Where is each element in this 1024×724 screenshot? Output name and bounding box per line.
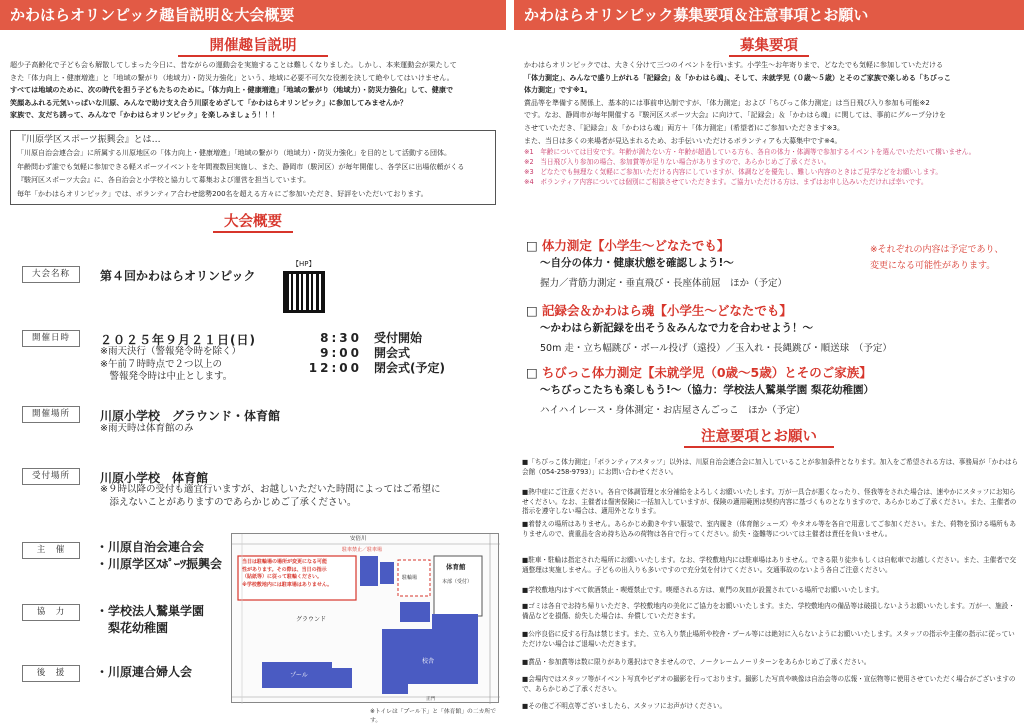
event-1-sub: ～自分の体力・健康状態を確認しよう!～ [540,257,734,269]
side-note [870,242,1004,274]
event-3-sub: ～ちびっこたちも楽しもう!～（協力：学校法人鷲巣学園 梨花幼稚園） [540,384,874,396]
caution-title: 注意要項とお願い [684,428,834,448]
date-notes [100,346,241,384]
recruit-line: 体力測定」です※1。 [524,86,592,95]
recruit-line: 賞品等を準備する関係上、基本的には事前申込制ですが、「体力測定」および「ちびっこ体力測定」は当日飛び入り参加も可能※2 [524,98,930,107]
map-gym-label: 体育館 [446,563,466,571]
purpose-line: 超少子高齢化で子ども会も解散してしまった今日に、昔ながらの運動会を実施することは難しくなりました。しかし、本来運動会が果たして [10,60,457,69]
left-banner: かわはらオリンピック趣旨説明＆大会概要 [0,0,506,30]
event-name: 第４回かわはらオリンピック [100,269,256,283]
date-note: 警報発令時は中止とします。 [100,371,233,382]
host: ・川原学区ｽﾎﾟｰﾂ振興会 [96,557,223,571]
event-2-detail: 50m 走・立ち幅跳び・ボール投げ（遠投）／玉入れ・長縄跳び・順送球 （予定） [540,343,892,354]
caution-item: ■着替えの場所はありません。あらかじめ動きやすい服装で、室内履き（体育館シューズ）やタオル等を各自で用意してご参加ください。また、荷物を預ける場所もありませんので、貴重品を含め持ち込みの荷物は各自で行ってください。紛失・盗難等については主催者は責任を負いません。 [522,520,1016,538]
recruit-line: また、当日は多くの来場者が見込まれるため、お手伝いいただけるボランティアも大募集中です※4。 [524,136,842,145]
footnote: ※1 年齢については目安です。年齢が満たない方・年齢が超過している方も、各自の体力・体調等で参加するイベントを選んでいただいて構いません。 [524,148,976,157]
venue-map [231,533,499,703]
map-parking-title: 駐車禁止／駐車場 [342,547,383,553]
map-building [332,668,352,688]
schedule-row: 12:00 閉会式(予定) [308,361,445,375]
right-panel [514,0,1024,719]
association-line: 「川原自治会連合会」に所属する川原地区の「体力向上・健康増進」「地域の繋がり（地域力）・防災力強化」を目的として活動する団体。 [17,149,451,157]
map-building [360,556,378,586]
schedule-row: 8:30 受付開始 [320,331,423,345]
map-gate-label: 正門 [426,697,435,702]
caution-item: ■駐車・駐輪は指定された場所にお願いいたします。なお、学校敷地内には駐車場はありません。できる限り徒歩もしくは自転車でお越しください。また、主催者で交通整理は実施しません。子どもの出入りも多いですので充分気を付けてください。交通事故のないよう各自ご注意ください。 [522,556,1017,574]
association-box [10,130,496,206]
host: ・川原自治会連合会 [96,540,205,554]
reception-label: 受付場所 [22,468,80,485]
venue-note: ※雨天時は体育館のみ [100,423,194,434]
coops [96,603,204,637]
map-school-building [382,614,478,694]
coop: ・学校法人鷲巣学園 [96,604,205,618]
sponsor: ・川原連合婦人会 [96,665,193,679]
recruit-line: かわはらオリンピックでは、大きく分けて三つのイベントを行います。小学生～お年寄りまで、どなたでも気軽に参加していただける [524,61,944,69]
recruit-line: させていただき、「記録会」＆「かわはら魂」両方＋「体力測定」(希望者)にご参加いただきます※3。 [524,123,844,132]
event-label: 大会名称 [22,266,80,283]
caution-item: ■会場内ではスタッフ等がイベント写真やビデオの撮影を行っております。撮影した写真や映像は自治会等の広報・宣伝物等に使用させていただく場合がございますので、あらかじめご了承ください。 [522,675,1016,693]
map-note-line: （貼紙等）に従って駐輪ください。 [242,574,323,580]
map-building [400,602,430,622]
venue-label: 開催場所 [22,406,80,423]
caution-item: ■その他ご不明点等ございましたら、スタッフにお声がけください。 [522,702,727,710]
hosts [96,539,222,573]
venue: 川原小学校 グラウンド・体育館 [100,409,281,423]
caution-item: ■公序良俗に反する行為は禁じます。また、立ち入り禁止場所や校舎・プール等には絶対に入らないようにお願いいたします。スタッフの指示や主催の指示に従っていただけない場合はご退場いただきます。 [522,630,1015,648]
right-banner: かわはらオリンピック募集要項＆注意事項とお願い [514,0,1024,30]
association-line: 年齢問わず誰でも気軽に参加できる軽スポーツイベントを年間複数回実施し、また、静岡市（駿河区）が毎年開催し、各学区に出場依頼がくる [17,162,465,171]
caution-item: ■賞品・参加賞等は数に限りがあり選択はできませんので、ノークレームノーリターンをあらかじめご了承ください。 [522,658,871,666]
purpose-line: きた「体力向上・健康増進」と「地域の繋がり（地域力）・防災力強化」という、地域に必要不可欠な役割を決して絶やしてはいけません。 [10,72,454,82]
caution-item: ■ゴミは各自でお持ち帰りいただき、学校敷地内の美化にご協力をお願いいたします。また、学校敷地内の備品等は破損しないようお願いいたします。万が一、施設・備品などを損傷、紛失した場合は、弁償していただきます。 [522,602,1015,620]
date-label: 開催日時 [22,330,80,347]
map-pool-label: プール [290,672,308,679]
footnote: ※4 ボランティア内容については個別にご相談させていただきます。ご協力いただける方は、まずはお申し込みいただければ幸いです。 [524,178,928,187]
side-note-line: ※それぞれの内容は予定であり、 [870,245,1004,255]
sponsor-label: 後 援 [22,665,80,682]
caution-item: ■学校敷地内はすべて飲酒禁止・喫煙禁止です。喫煙される方は、東門の灰皿が設置されている場所でお願いいたします。 [522,586,884,594]
event-3-detail: ハイハイレース・身体測定・お店屋さんごっこ ほか（予定） [540,405,806,416]
date-note: ※雨天決行（警報発令時を除く） [100,346,241,357]
reception: 川原小学校 体育館 [100,471,209,485]
event-2-head: □ 記録会＆かわはら魂【小学生～どなたでも】 [526,303,792,318]
caution-item: ■熱中症にご注意ください。各自で体調管理と水分補給をよろしくお願いいたします。万が一具合が悪くなったり、怪我等をされた場合は、速やかにスタッフにお知らせください。なお、主催者は傷害保険に一括加入していますが、保険の適用範囲は契約内容に基づくものとなりますので、あらかじめご了承ください。また、主催者の指示を遵守しない場合は、適用外となります。 [522,488,1017,515]
footnote: ※3 どなたでも無理なく気軽にご参加いただける内容にしていますが、体調などを優先し、難しい内容のときはご見学などをお願いします。 [524,168,943,177]
map-note-line: 当日は駐輪場の場所が変更になる可能 [242,559,328,565]
schedule [300,331,445,376]
hp-label: 【HP】 [292,260,316,268]
map-footnote: ※トイレは「プール下」と「体育館」の二カ所です。 [370,709,497,724]
coop: 梨花幼稚園 [96,621,169,635]
schedule-row: 9:00 開会式 [320,346,411,360]
recruit-line: です。なお、静岡市が毎年開催する『駿河区スポーツ大会』に向けて、「記録会」＆「かわはら魂」に関しては、事前にグループ分けを [524,111,946,120]
qr-code[interactable] [283,271,325,313]
map-gym-sub: 本部（受付） [442,579,473,585]
map-building [380,562,394,584]
association-line: 毎年「かわはらオリンピック」では、ボランティア合わせ総勢200名を超える方々にご参加いただき、好評をいただいております。 [17,189,428,198]
caution-item: ■「ちびっこ体力測定」「ボランティアスタッフ」以外は、川原自治会連合会に加入していることが参加条件となります。加入をご希望される方は、事務局が「かわはら会館（054-258-9793）」にお問い合わせください。 [522,458,1019,476]
overview-title: 大会概要 [213,213,293,233]
reception-notes [100,484,440,509]
purpose-text [0,59,506,122]
purpose-title: 開催趣旨説明 [178,37,328,57]
purpose-line: すべては地域のために、次の時代を担う子どもたちのために。「体力向上・健康増進」「地域の繋がり（地域力）・防災力強化」して、健康で [10,85,454,94]
recruit-footnotes [514,147,1024,187]
footnote: ※2 当日飛び入り参加の場合、参加賞等が足りない場合がありますので、あらかじめご了承ください。 [524,158,831,167]
coop-label: 協 力 [22,604,80,621]
purpose-line: 笑顔あふれる元気いっぱいな川原、みんなで助け支え合う川原をめざして「かわはらオリンピック」に参加してみませんか？ [10,97,407,107]
recruit-line: 「体力測定」、みんなで盛り上がれる「記録会」＆「かわはら魂」、そして、未就学児（０歳～５歳）とそのご家族で楽しめる「ちびっこ [524,73,951,82]
event-1-detail: 握力／背筋力測定・垂直飛び・長座体前屈 ほか（予定） [540,278,788,289]
event-3-head: □ ちびっこ体力測定【未就学児（0歳～5歳）とそのご家族】 [526,365,872,380]
date-note: ※午前７時時点で２つ以上の [100,358,222,370]
event-1-head: □ 体力測定【小学生～どなたでも】 [526,238,730,253]
side-note-line: 変更になる可能性があります。 [870,261,996,271]
host-label: 主 催 [22,542,80,559]
purpose-line: 家族で、友だち誘って、みんなで「かわはらオリンピック」を楽しみましょう！！！ [10,110,279,119]
map-note-line: ※学校敷地内には駐車場はありません。 [242,581,333,588]
reception-note: 添えないことがありますのであらかじめご了承ください。 [100,496,357,508]
map-river: 安倍川 [350,536,367,542]
map-parking-note [242,559,332,589]
reception-note: ※９時以降の受付も適宜行いますが、お越しいただいた時間によってはご希望に [100,484,441,495]
recruit-text [514,59,1024,147]
map-school-label: 校舎 [422,658,435,665]
association-title: 『川原学区スポーツ振興会』とは… [17,134,161,145]
recruit-title: 募集要項 [729,37,809,57]
map-ground-label: グラウンド [296,616,327,623]
association-line: 『駿河区スポーツ大会』に、各自治会と小学校と協力して募集および運営を担当しています。 [17,176,311,184]
event-2-sub: ～かわはら新記録を出そう＆みんなで力を合わせよう！～ [540,322,813,334]
event-date: ２０２５年９月２１日(日) [100,333,256,347]
map-note-line: 性があります。その際は、当日の指示 [242,566,327,573]
left-panel [0,0,506,724]
map-bicycle-label: 駐輪場 [402,575,418,581]
